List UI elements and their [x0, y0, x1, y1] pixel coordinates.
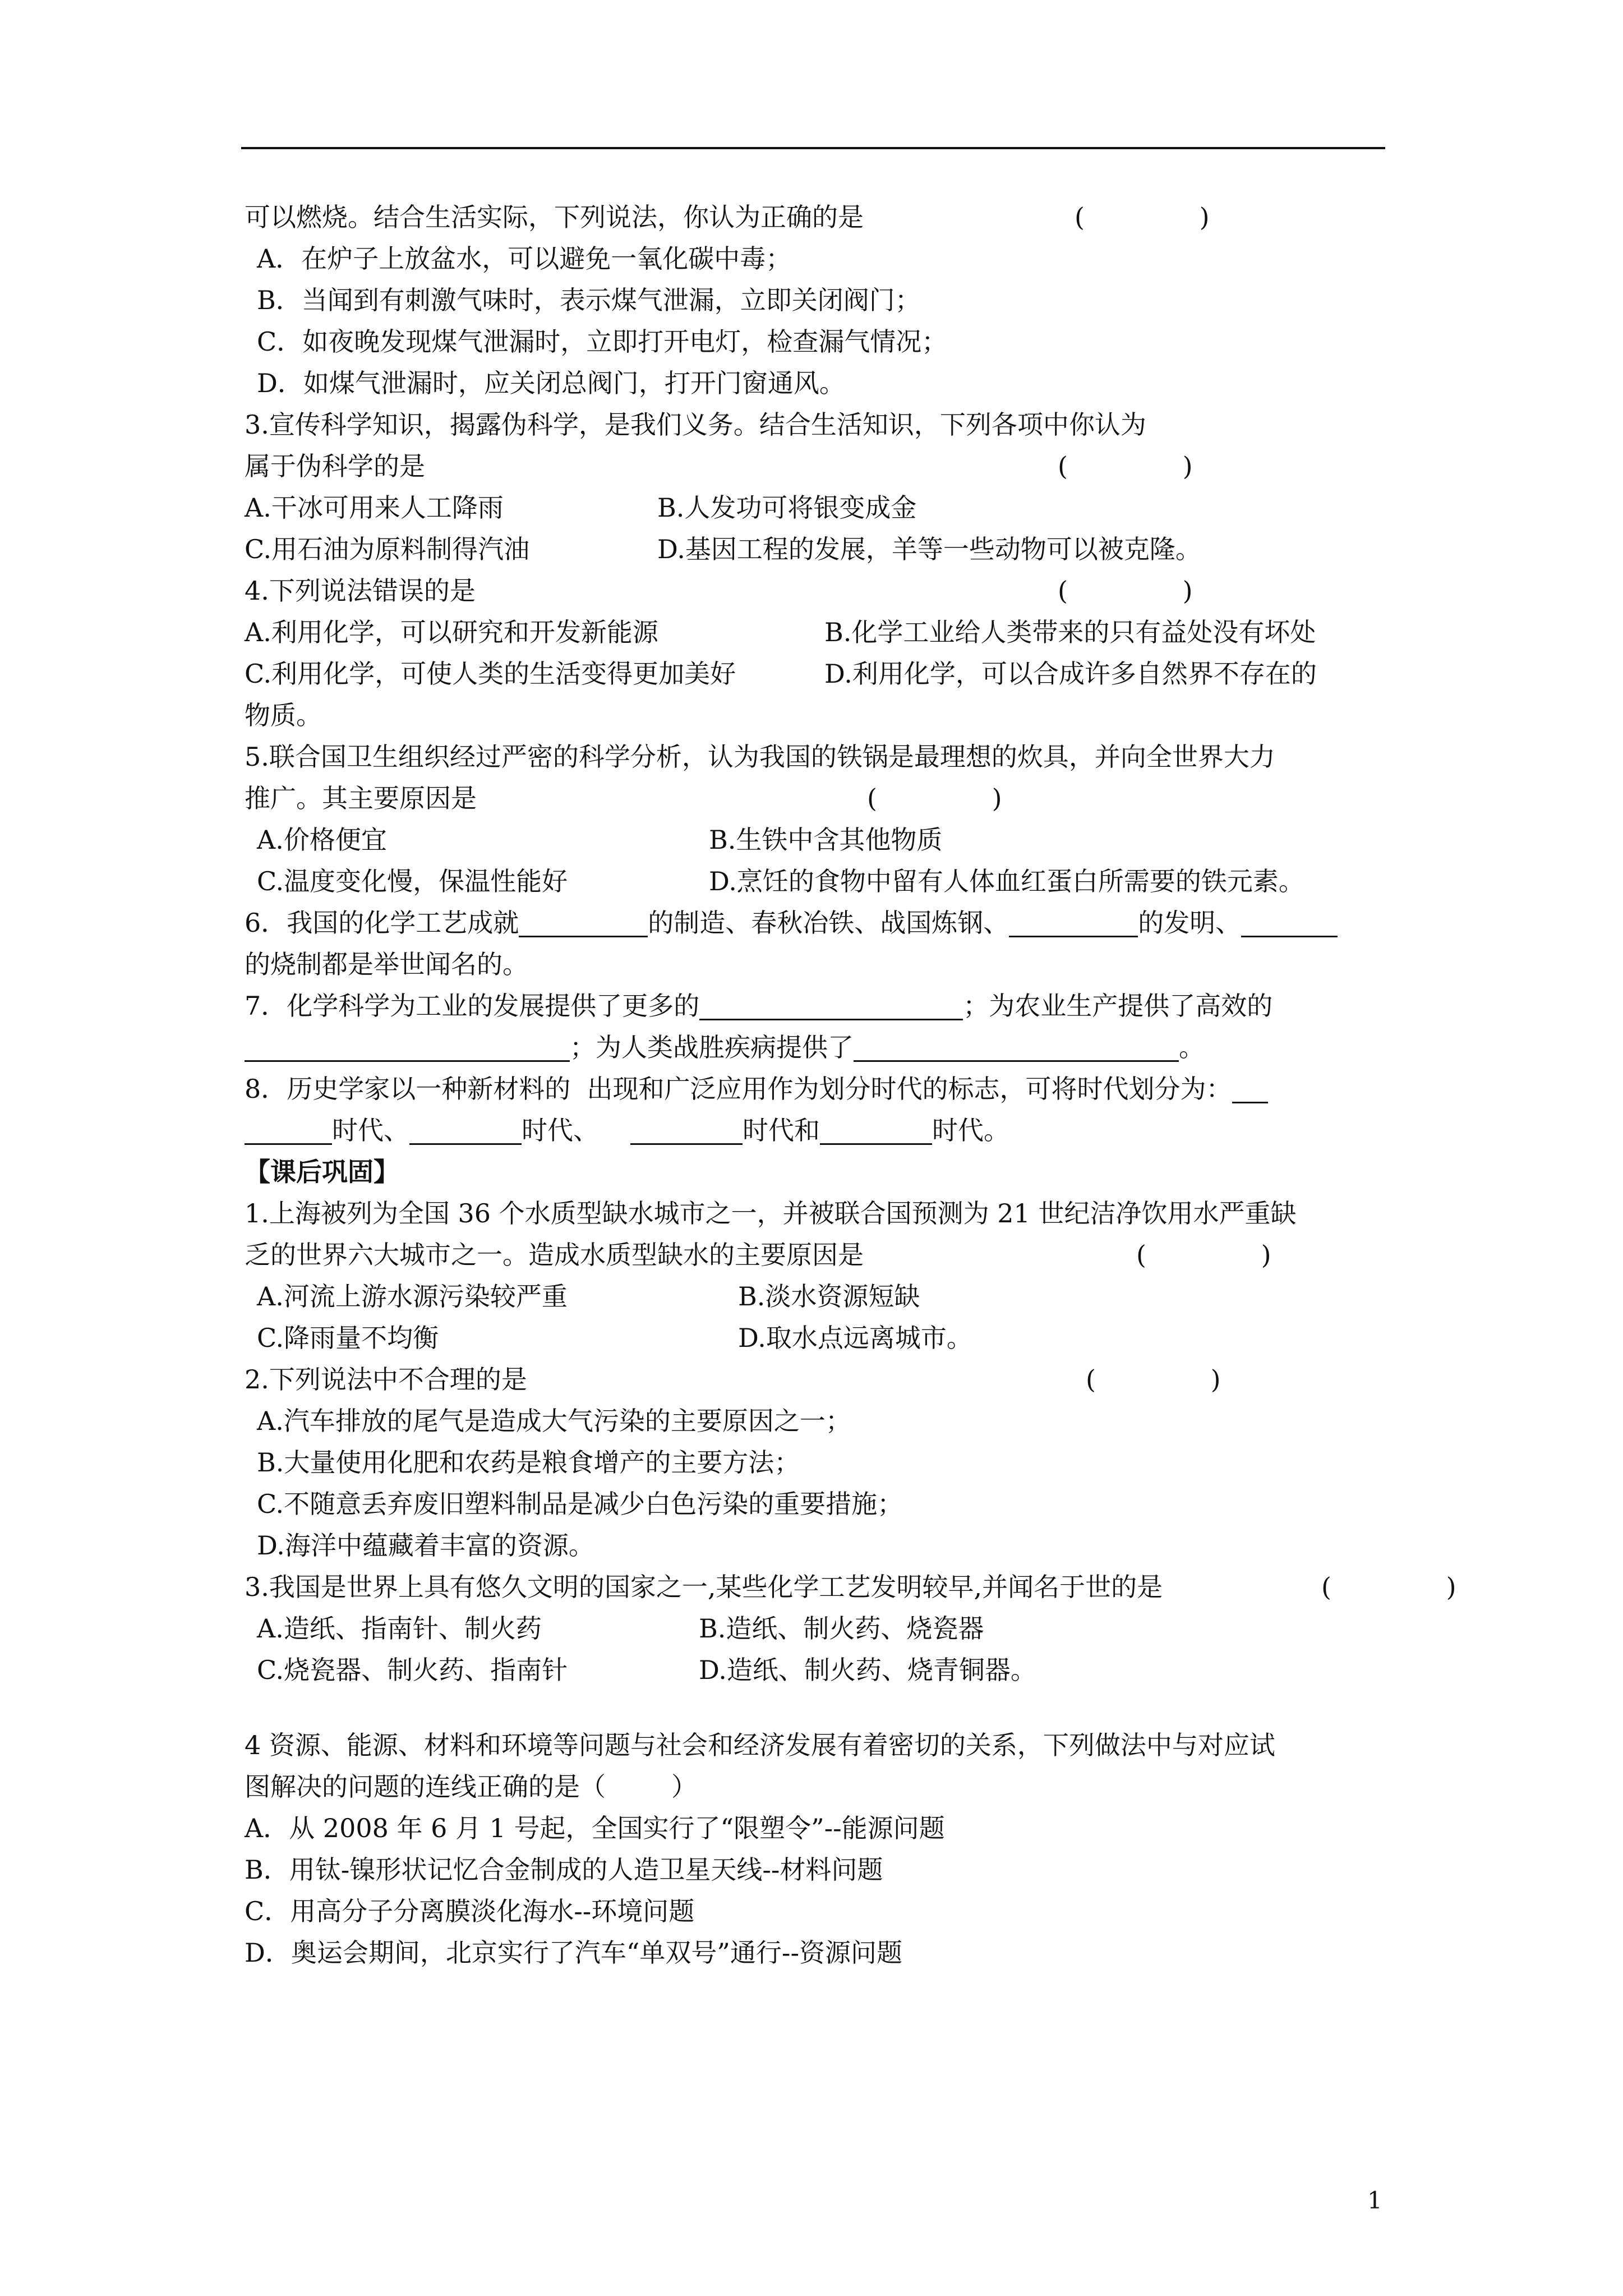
option-line: A.造纸、指南针、制火药 B.造纸、制火药、烧瓷器	[257, 1613, 984, 1644]
option-line: A．从 2008 年 6 月 1 号起，全国实行了“限塑令”--能源问题	[245, 1813, 945, 1843]
fill-blank-line: ；为人类战胜疾病提供了 。	[245, 1027, 1445, 1068]
option-line: C.温度变化慢，保温性能好 D.烹饪的食物中留有人体血红蛋白所需要的铁元素。	[257, 866, 1304, 896]
option-line: A．在炉子上放盆水，可以避免一氧化碳中毒；	[257, 243, 792, 274]
answer-blank[interactable]	[1241, 905, 1338, 937]
question-line: 推广。其主要原因是 ( )	[245, 777, 1445, 819]
question-line: 2.下列说法中不合理的是 ( )	[245, 1359, 1445, 1400]
answer-blank[interactable]	[245, 1113, 332, 1145]
answer-parentheses: ( )	[1075, 202, 1210, 232]
answer-blank[interactable]	[409, 1113, 522, 1145]
option-line: A.汽车排放的尾气是造成大气污染的主要原因之一；	[257, 1406, 851, 1436]
question-line: 1.上海被列为全国 36 个水质型缺水城市之一，并被联合国预测为 21 世纪洁净饮用水严重缺	[245, 1198, 1297, 1228]
option-line: C．如夜晚发现煤气泄漏时，立即打开电灯，检查漏气情况；	[257, 326, 948, 357]
option-line: A.干冰可用来人工降雨 B.人发功可将银变成金	[245, 493, 917, 523]
answer-parentheses: ( )	[1086, 1364, 1221, 1395]
option-line: B．用钛-镍形状记忆合金制成的人造卫星天线--材料问题	[245, 1855, 883, 1885]
question-line: 4 资源、能源、材料和环境等问题与社会和经济发展有着密切的关系，下列做法中与对应试	[245, 1730, 1275, 1760]
option-line: C.利用化学，可使人类的生活变得更加美好 D.利用化学，可以合成许多自然界不存在的	[245, 659, 1317, 689]
answer-blank[interactable]	[1009, 905, 1138, 937]
question-line: 3.我国是世界上具有悠久文明的国家之一,某些化学工艺发明较早,并闻名于世的是 ( )	[245, 1566, 1445, 1608]
answer-blank[interactable]	[630, 1113, 743, 1145]
option-line: D.海洋中蕴藏着丰富的资源。	[257, 1530, 594, 1561]
option-line: 物质。	[245, 700, 322, 730]
answer-blank[interactable]	[699, 988, 963, 1020]
answer-parentheses: ( )	[867, 783, 1002, 813]
option-line: C.用石油为原料制得汽油 D.基因工程的发展，羊等一些动物可以被克隆。	[245, 534, 1201, 564]
header-rule	[241, 147, 1385, 149]
question-line: 图解决的问题的连线正确的是（ ）	[245, 1772, 697, 1802]
option-line: D．奥运会期间，北京实行了汽车“单双号”通行--资源问题	[245, 1938, 902, 1968]
question-line: 乏的世界六大城市之一。造成水质型缺水的主要原因是 ( )	[245, 1234, 1445, 1276]
answer-blank[interactable]	[519, 905, 648, 937]
option-line: B．当闻到有刺激气味时，表示煤气泄漏，立即关闭阀门；	[257, 285, 921, 315]
option-line: D．如煤气泄漏时，应关闭总阀门，打开门窗通风。	[257, 368, 845, 398]
fill-blank-line: 6．我国的化学工艺成就 的制造、春秋冶铁、战国炼钢、 的发明、	[245, 902, 1445, 944]
answer-blank[interactable]	[820, 1113, 932, 1145]
answer-parentheses: ( )	[1058, 576, 1193, 606]
answer-parentheses: ( )	[1321, 1572, 1456, 1602]
option-line: C.烧瓷器、制火药、指南针 D.造纸、制火药、烧青铜器。	[257, 1655, 1036, 1685]
fill-blank-line: 的烧制都是举世闻名的。	[245, 949, 528, 979]
question-line: 4.下列说法错误的是 ( )	[245, 570, 1445, 611]
question-line: 3.宣传科学知识，揭露伪科学，是我们义务。结合生活知识，下列各项中你认为	[245, 409, 1146, 440]
option-line: C．用高分子分离膜淡化海水--环境问题	[245, 1896, 695, 1926]
answer-blank[interactable]	[1232, 1071, 1268, 1103]
question-line: 属于伪科学的是 ( )	[245, 445, 1445, 487]
option-line: A.价格便宜 B.生铁中含其他物质	[257, 825, 943, 855]
option-line: A.河流上游水源污染较严重 B.淡水资源短缺	[257, 1281, 920, 1312]
fill-blank-line: 7．化学科学为工业的发展提供了更多的 ；为农业生产提供了高效的	[245, 985, 1445, 1027]
option-line: A.利用化学，可以研究和开发新能源 B.化学工业给人类带来的只有益处没有坏处	[245, 617, 1316, 647]
answer-blank[interactable]	[245, 1030, 570, 1062]
option-line: C.不随意丢弃废旧塑料制品是减少白色污染的重要措施；	[257, 1489, 903, 1519]
question-content	[245, 196, 1456, 1973]
question-line: 5.联合国卫生组织经过严密的科学分析，认为我国的铁锅是最理想的炊具，并向全世界大力	[245, 742, 1275, 772]
option-line: B.大量使用化肥和农药是粮食增产的主要方法；	[257, 1447, 800, 1478]
section-heading: 【课后巩固】	[245, 1157, 399, 1187]
fill-blank-line: 8．历史学家以一种新材料的 出现和广泛应用作为划分时代的标志，可将时代划分为：	[245, 1068, 1445, 1110]
answer-parentheses: ( )	[1058, 451, 1193, 481]
answer-blank[interactable]	[854, 1030, 1179, 1062]
fill-blank-line: 时代、 时代、 时代和 时代。	[245, 1110, 1445, 1151]
page-number: 1	[1367, 2187, 1382, 2214]
option-line: C.降雨量不均衡 D.取水点远离城市。	[257, 1323, 972, 1353]
answer-parentheses: ( )	[1136, 1240, 1271, 1270]
question-line: 可以燃烧。结合生活实际，下列说法，你认为正确的是 ( )	[245, 196, 1445, 238]
